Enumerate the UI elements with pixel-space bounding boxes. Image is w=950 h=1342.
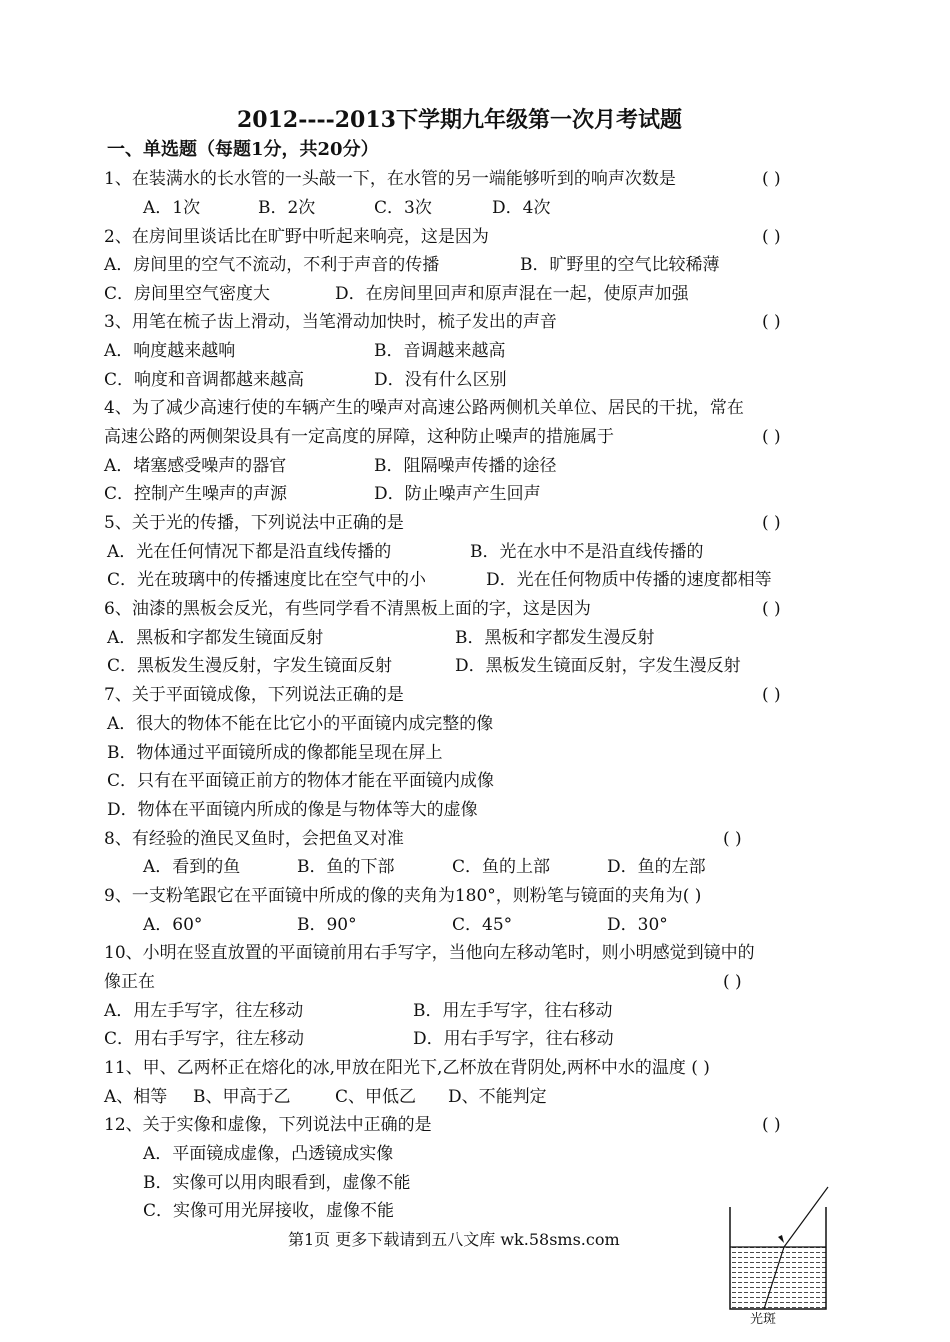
question-4-stem-line-2: 高速公路的两侧架设具有一定高度的屏障，这种防止噪声的措施属于	[104, 427, 614, 447]
question-8-option-a: A．看到的鱼	[143, 857, 241, 877]
question-7-option-c: C．只有在平面镜正前方的物体才能在平面镜内成像	[107, 771, 495, 791]
question-9-stem: 9、一支粉笔跟它在平面镜中所成的像的夹角为180°，则粉笔与镜面的夹角为( )	[104, 886, 702, 906]
question-1-stem: 1、在装满水的长水管的一头敲一下，在水管的另一端能够听到的响声次数是	[104, 169, 676, 189]
question-5-bracket: ( )	[762, 513, 781, 533]
question-2-option-a: A．房间里的空气不流动，不利于声音的传播	[104, 255, 440, 275]
question-6-option-d: D．黑板发生镜面反射，字发生漫反射	[455, 656, 741, 676]
question-3-option-a: A．响度越来越响	[104, 341, 236, 361]
question-11-option-c: C、甲低乙	[335, 1087, 417, 1107]
question-7-stem: 7、关于平面镜成像，下列说法正确的是	[104, 685, 404, 705]
question-10-option-d: D．用右手写字，往右移动	[413, 1029, 614, 1049]
question-10-stem-line-2: 像正在	[104, 972, 155, 992]
question-3-stem: 3、用笔在梳子齿上滑动，当笔滑动加快时，梳子发出的声音	[104, 312, 557, 332]
question-1-bracket: ( )	[762, 169, 781, 189]
question-5-stem: 5、关于光的传播，下列说法中正确的是	[104, 513, 404, 533]
question-1-option-d: D．4次	[492, 198, 551, 218]
refraction-beaker-figure	[720, 1185, 840, 1325]
question-3-option-c: C．响度和音调都越来越高	[104, 370, 305, 390]
water-fill	[730, 1247, 826, 1309]
question-6-option-a: A．黑板和字都发生镜面反射	[107, 628, 324, 648]
question-12-option-b: B．实像可以用肉眼看到，虚像不能	[143, 1173, 411, 1193]
question-3-option-d: D．没有什么区别	[374, 370, 507, 390]
question-11-option-a: A、相等	[104, 1087, 168, 1107]
question-9-option-d: D．30°	[607, 915, 668, 935]
question-4-option-c: C．控制产生噪声的声源	[104, 484, 288, 504]
question-11-option-d: D、不能判定	[448, 1087, 547, 1107]
question-5-option-d: D．光在任何物质中传播的速度都相等	[486, 570, 772, 590]
question-4-option-d: D．防止噪声产生回声	[374, 484, 541, 504]
question-6-option-b: B．黑板和字都发生漫反射	[455, 628, 655, 648]
question-12-option-c: C．实像可用光屏接收，虚像不能	[143, 1201, 395, 1221]
question-6-stem: 6、油漆的黑板会反光，有些同学看不清黑板上面的字，这是因为	[104, 599, 591, 619]
ray-arrow-icon	[778, 1235, 784, 1243]
page-footer: 第1页 更多下载请到五八文库 wk.58sms.com	[288, 1230, 620, 1249]
question-3-option-b: B．音调越来越高	[374, 341, 506, 361]
question-7-option-b: B．物体通过平面镜所成的像都能呈现在屏上	[107, 743, 443, 763]
question-8-stem: 8、有经验的渔民叉鱼时，会把鱼叉对准	[104, 829, 404, 849]
question-6-option-c: C．黑板发生漫反射，字发生镜面反射	[107, 656, 393, 676]
question-8-bracket: ( )	[723, 829, 742, 849]
question-4-option-a: A．堵塞感受噪声的器官	[104, 456, 287, 476]
incident-ray	[784, 1187, 828, 1247]
question-11-option-b: B、甲高于乙	[193, 1087, 291, 1107]
question-6-bracket: ( )	[762, 599, 781, 619]
question-1-option-a: A．1次	[143, 198, 201, 218]
question-12-option-a: A．平面镜成虚像，凸透镜成实像	[143, 1144, 394, 1164]
question-10-stem-line-1: 10、小明在竖直放置的平面镜前用右手写字，当他向左移动笔时，则小明感觉到镜中的	[104, 943, 755, 963]
question-9-option-b: B．90°	[297, 915, 357, 935]
question-5-option-b: B．光在水中不是沿直线传播的	[470, 542, 704, 562]
question-2-option-c: C．房间里空气密度大	[104, 284, 271, 304]
question-10-bracket: ( )	[723, 972, 742, 992]
question-11-stem: 11、甲、乙两杯正在熔化的冰,甲放在阳光下,乙杯放在背阴处,两杯中水的温度 ( )	[104, 1058, 710, 1078]
question-12-bracket: ( )	[762, 1115, 781, 1135]
question-1-option-b: B．2次	[258, 198, 316, 218]
question-10-option-b: B．用左手写字，往右移动	[413, 1001, 613, 1021]
question-8-option-c: C．鱼的上部	[452, 857, 551, 877]
question-7-option-a: A．很大的物体不能在比它小的平面镜内成完整的像	[107, 714, 494, 734]
question-4-stem-line-1: 4、为了减少高速行使的车辆产生的噪声对高速公路两侧机关单位、居民的干扰，常在	[104, 398, 744, 418]
question-2-stem: 2、在房间里谈话比在旷野中听起来响亮，这是因为	[104, 227, 489, 247]
section-heading: 一、单选题（每题1分，共20分）	[107, 139, 379, 160]
question-5-option-c: C．光在玻璃中的传播速度比在空气中的小	[107, 570, 427, 590]
question-3-bracket: ( )	[762, 312, 781, 332]
page-title: 2012----2013下学期九年级第一次月考试题	[237, 107, 682, 133]
question-8-option-b: B．鱼的下部	[297, 857, 395, 877]
question-8-option-d: D．鱼的左部	[607, 857, 706, 877]
question-12-stem: 12、关于实像和虚像，下列说法中正确的是	[104, 1115, 432, 1135]
question-5-option-a: A．光在任何情况下都是沿直线传播的	[107, 542, 392, 562]
question-9-option-c: C．45°	[452, 915, 513, 935]
question-2-option-d: D．在房间里回声和原声混在一起，使原声加强	[335, 284, 689, 304]
question-2-bracket: ( )	[762, 227, 781, 247]
question-10-option-a: A．用左手写字，往左移动	[104, 1001, 304, 1021]
question-7-bracket: ( )	[762, 685, 781, 705]
question-4-bracket: ( )	[762, 427, 781, 447]
question-7-option-d: D．物体在平面镜内所成的像是与物体等大的虚像	[107, 800, 478, 820]
question-9-option-a: A．60°	[143, 915, 203, 935]
question-2-option-b: B．旷野里的空气比较稀薄	[520, 255, 720, 275]
question-4-option-b: B．阻隔噪声传播的途径	[374, 456, 557, 476]
figure-label-light-spot: 光斑	[750, 1312, 777, 1325]
question-1-option-c: C．3次	[374, 198, 432, 218]
question-10-option-c: C．用右手写字，往左移动	[104, 1029, 305, 1049]
